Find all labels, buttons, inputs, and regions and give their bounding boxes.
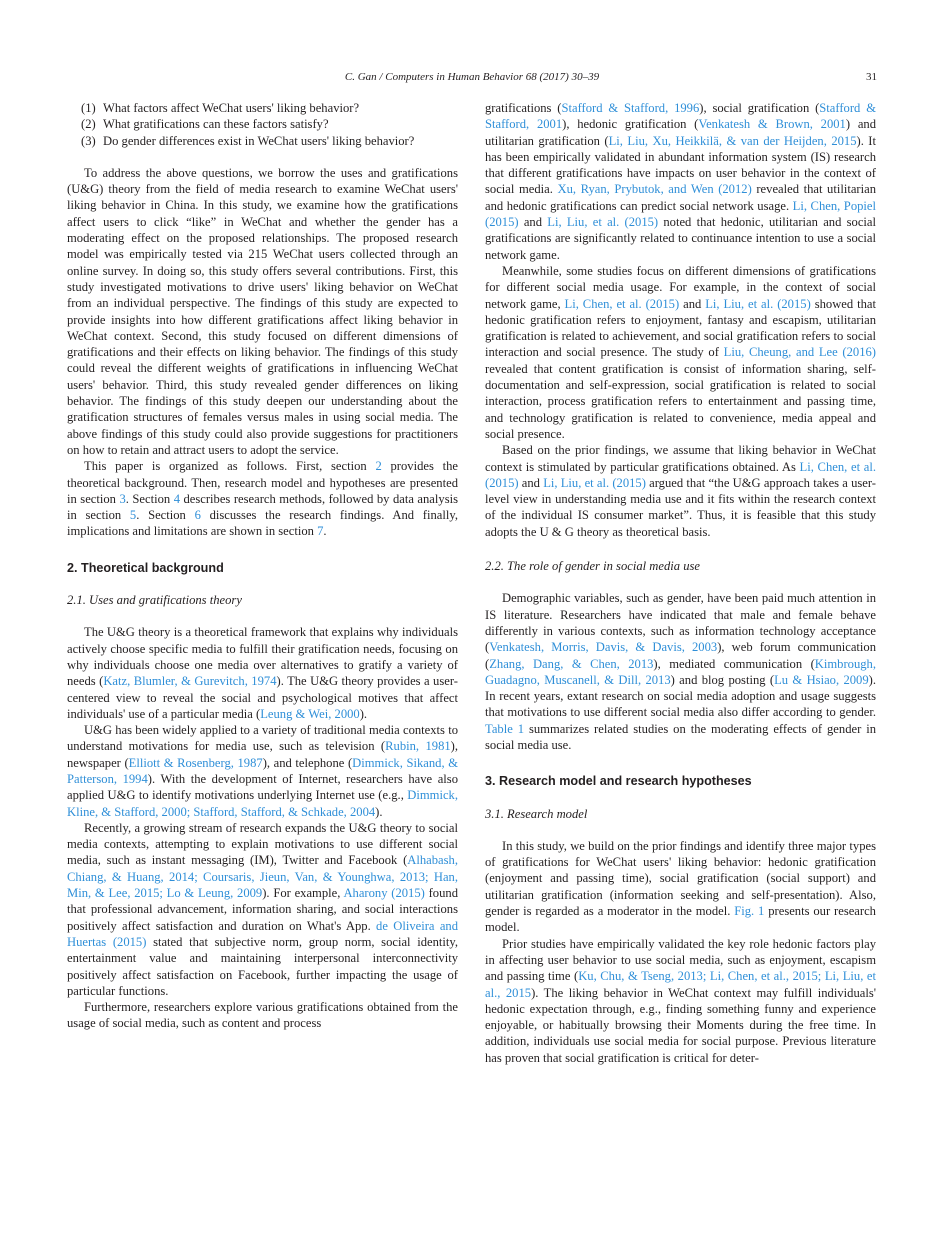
citation-link[interactable]: Stafford & Stafford, 1996: [561, 101, 700, 115]
citation-link[interactable]: Xu, Ryan, Prybutok, and Wen (2012): [557, 182, 752, 197]
section-5-link[interactable]: 5: [129, 508, 137, 523]
citation-link[interactable]: Lu & Hsiao, 2009: [774, 672, 869, 687]
subsection-heading: 2.2. The role of gender in social media use: [485, 559, 700, 574]
subsection-heading: 2.1. Uses and gratifications theory: [67, 593, 242, 608]
body-paragraph: Furthermore, researchers explore various gratifications obtained from the usage of social media, such as content and process: [67, 1000, 458, 1031]
body-paragraph: In this study, we build on the prior findings and identify three major types of gratifications for WeChat users' liking behavior: hedonic gratification (enjoyment and passing time), social gratification (social support) and utilitarian gratification (information seeking and self-presentation). Also, gender is regarded as a moderator in the model. Fig. 1 presents our research model.: [485, 838, 876, 935]
citation-link[interactable]: Venkatesh & Brown, 2001: [698, 117, 846, 132]
citation-link[interactable]: Aharony (2015): [343, 886, 425, 901]
citation-link[interactable]: Elliott & Rosenberg, 1987: [128, 755, 263, 770]
intro-paragraph-1: To address the above questions, we borrow the uses and gratifications (U&G) theory from the field of media research to examine WeChat users' liking behavior in China. In this study, we examine how the gratifications affect users to click “like” in WeChat and whether the gender has a moderating effect on the proposed relationships. The proposed research model was empirically tested via 215 WeChat users collected through an online survey. In doing so, this study offers several contributions. First, this study investigated motivations to drive users' liking behavior on WeChat from an individual perspective. The findings of this study are expected to provide insights into how different gratifications affect liking behavior in WeChat context. Second, this study focused on different dimensions of gratifications and their effects on liking behavior. The findings of this study could reveal the different weights of gratifications in influencing WeChat users' behavior. Third, this study revealed gender differences on liking behavior. The findings of this study deepen our understanding about the gratification structures of females versus males in using social media. The above findings of this study could also provide suggestions for practitioners on how to retain and attract users to adopt the service.: [67, 165, 458, 457]
section-4-link[interactable]: 4: [173, 491, 180, 506]
section-2-link[interactable]: 2: [375, 459, 382, 474]
left-column: [67, 100, 458, 1032]
citation-link[interactable]: Li, Chen, Popiel (2015): [485, 198, 876, 230]
journal-citation: C. Gan / Computers in Human Behavior 68 (2017) 30–39: [344, 71, 600, 83]
citation-link[interactable]: Li, Liu, et al. (2015): [543, 475, 646, 490]
section-6-link[interactable]: 6: [194, 508, 201, 523]
citation-link[interactable]: de Oliveira and Huertas (2015): [67, 918, 458, 949]
section-7-link[interactable]: 7: [317, 524, 324, 539]
citation-link[interactable]: Zhang, Dang, & Chen, 2013: [489, 656, 654, 671]
citation-link[interactable]: Li, Liu, Xu, Heikkilä, & van der Heijden, 2015: [608, 133, 857, 148]
body-paragraph: The U&G theory is a theoretical framework that explains why individuals actively choose specific media to fulfill their gratification needs, focusing on why individuals choose one media over alternatives to gratify a variety of needs (Katz, Blumler, & Gurevitch, 1974). The U&G theory provides a user-centered view to reveal the social and psychological motives that affect individuals' use of a particular media (Leung & Wei, 2000).: [67, 625, 458, 721]
citation-link[interactable]: Li, Liu, et al. (2015): [705, 296, 811, 311]
citation-link[interactable]: Rubin, 1981: [385, 739, 451, 754]
body-paragraph: gratifications (Stafford & Stafford, 1996), social gratification (Stafford & Stafford, 2001), hedonic gratification (Venkatesh & Brown, 2001) and utilitarian gratification (Li, Liu, Xu, Heikkilä, & van der Heijden, 2015). It has been empirically validated in abundant information system (IS) research that different gratifications have impacts on user behavior in the context of social media. Xu, Ryan, Prybutok, and Wen (2012) revealed that utilitarian and hedonic gratifications can predict social network usage. Li, Chen, Popiel (2015) and Li, Liu, et al. (2015) noted that hedonic, utilitarian and social gratifications are significantly related to continuance intention to use a social network game.: [485, 101, 877, 262]
citation-link[interactable]: Li, Chen, et al. (2015): [485, 459, 876, 490]
subsection-heading: 3.1. Research model: [485, 806, 588, 821]
intro-paragraph-2: This paper is organized as follows. First, section 2 provides the theoretical background. Then, research model and hypotheses are presented in section 3. Section 4 describes research methods, followed by data analysis in section 5. Section 6 discusses the research findings. And finally, implications and limitations are shown in section 7.: [67, 459, 458, 539]
section-heading: 3. Research model and research hypotheses: [485, 774, 752, 789]
body-paragraph: Based on the prior findings, we assume that liking behavior in WeChat context is stimulated by particular gratifications obtained. As Li, Chen, et al. (2015) and Li, Liu, et al. (2015) argued that “the U&G approach takes a user-level view in understanding media use and it fits within the research context of the individual IS consumer market”. Thus, it is feasible that this study adopts the U & G theory as theoretical basis.: [485, 443, 876, 539]
citation-link[interactable]: Liu, Cheung, and Lee (2016): [723, 345, 877, 360]
citation-link[interactable]: Leung & Wei, 2000: [260, 706, 360, 721]
body-paragraph: U&G has been widely applied to a variety of traditional media contexts to understand motivations for media use, such as television (Rubin, 1981), newspaper (Elliott & Rosenberg, 1987), and telephone (Dimmick, Sikand, & Patterson, 1994). With the development of Internet, researchers have also applied U&G to identify motivations underlying Internet use (e.g., Dimmick, Kline, & Stafford, 2000; Stafford, Stafford, & Schkade, 2004).: [67, 723, 459, 819]
citation-link[interactable]: Li, Chen, et al. (2015): [564, 296, 680, 311]
body-paragraph: Prior studies have empirically validated the key role hedonic factors play in affecting user behavior to use social media, such as enjoyment, escapism and passing time (Ku, Chu, & Tseng, 2013; Li, Chen, et al., 2015; Li, Liu, et al., 2015). The liking behavior in WeChat context may fulfill individuals' hedonic expectation through, e.g., finding something funny and experience enjoyable, or habitually browsing their Moments during the free time. In addition, individuals use social media for social purpose. Previous literature has proven that social gratification is critical for deter-: [485, 936, 876, 1065]
citation-link[interactable]: Stafford & Stafford, 2001: [485, 101, 876, 132]
table-1-link[interactable]: Table 1: [485, 721, 525, 736]
body-paragraph: Recently, a growing stream of research expands the U&G theory to social media contexts, attempting to explain motivations to use different social media, such as instant messaging (IM), Twitter and Facebook (Alhabash, Chiang, & Huang, 2014; Coursaris, Jieun, Van, & Younghwa, 2013; Han, Min, & Lee, 2015; Lo & Leung, 2009). For example, Aharony (2015) found that professional advancement, information sharing, and social interactions positively affect satisfaction and duration on What's App. de Oliveira and Huertas (2015) stated that subjective norm, group norm, social identity, entertainment value and maintaining interpersonal interconnectivity positively affect satisfaction on Facebook, further impacting the usage of particular functions.: [67, 820, 459, 998]
section-3-link[interactable]: 3: [119, 491, 126, 506]
running-header: [67, 71, 877, 87]
body-paragraph: Demographic variables, such as gender, have been paid much attention in IS literature. Researchers have indicated that male and female behave differently in various contexts, such as information technology acceptance (Venkatesh, Morris, Davis, & Davis, 2003), web forum communication (Zhang, Dang, & Chen, 2013), mediated communication (Kimbrough, Guadagno, Muscanell, & Dill, 2013) and blog posting (Lu & Hsiao, 2009). In recent years, extant research on social media adoption and usage suggests that motivations to use different social media also differ according to gender. Table 1 summarizes related studies on the moderating effects of gender in social media use.: [485, 591, 877, 752]
list-item: (1) What factors affect WeChat users' liking behavior?: [81, 101, 360, 115]
page-number: 31: [866, 71, 877, 83]
citation-link[interactable]: Ku, Chu, & Tseng, 2013; Li, Chen, et al., 2015; Li, Liu, et al., 2015: [485, 969, 876, 1000]
research-questions-list: [67, 100, 458, 149]
citation-link[interactable]: Dimmick, Kline, & Stafford, 2000; Stafford, Stafford, & Schkade, 2004: [67, 788, 458, 819]
section-heading: 2. Theoretical background: [67, 560, 224, 575]
citation-link[interactable]: Dimmick, Sikand, & Patterson, 1994: [67, 755, 458, 786]
citation-link[interactable]: Kimbrough, Guadagno, Muscanell, & Dill, 2013: [485, 656, 876, 687]
body-paragraph: Meanwhile, some studies focus on different dimensions of gratifications for different social media usage. For example, in the context of social network game, Li, Chen, et al. (2015) and Li, Liu, et al. (2015) showed that hedonic gratification refers to enjoyment, fantasy and escapism, utilitarian gratification is related to achievement, and social gratification refers to social interaction and social presence. The study of Liu, Cheung, and Lee (2016) revealed that content gratification is consist of information sharing, self-documentation and self-expression, social gratification is related to social interaction, process gratification refers to entertainment and passing time, and technology gratification is related to convenience, media appeal and social presence.: [485, 263, 877, 441]
list-item: (2) What gratifications can these factors satisfy?: [81, 117, 329, 132]
list-item: (3) Do gender differences exist in WeChat users' liking behavior?: [81, 133, 415, 148]
citation-link[interactable]: Venkatesh, Morris, Davis, & Davis, 2003: [489, 640, 718, 655]
right-column: [485, 100, 876, 1066]
citation-link[interactable]: Li, Liu, et al. (2015): [547, 215, 659, 230]
figure-1-link[interactable]: Fig. 1: [734, 904, 765, 919]
citation-link[interactable]: Alhabash, Chiang, & Huang, 2014; Coursaris, Jieun, Van, & Younghwa, 2013; Han, Min, & Lee, 2015; Lo & Leung, 2009: [67, 853, 458, 901]
citation-link[interactable]: Katz, Blumler, & Gurevitch, 1974: [103, 674, 277, 689]
